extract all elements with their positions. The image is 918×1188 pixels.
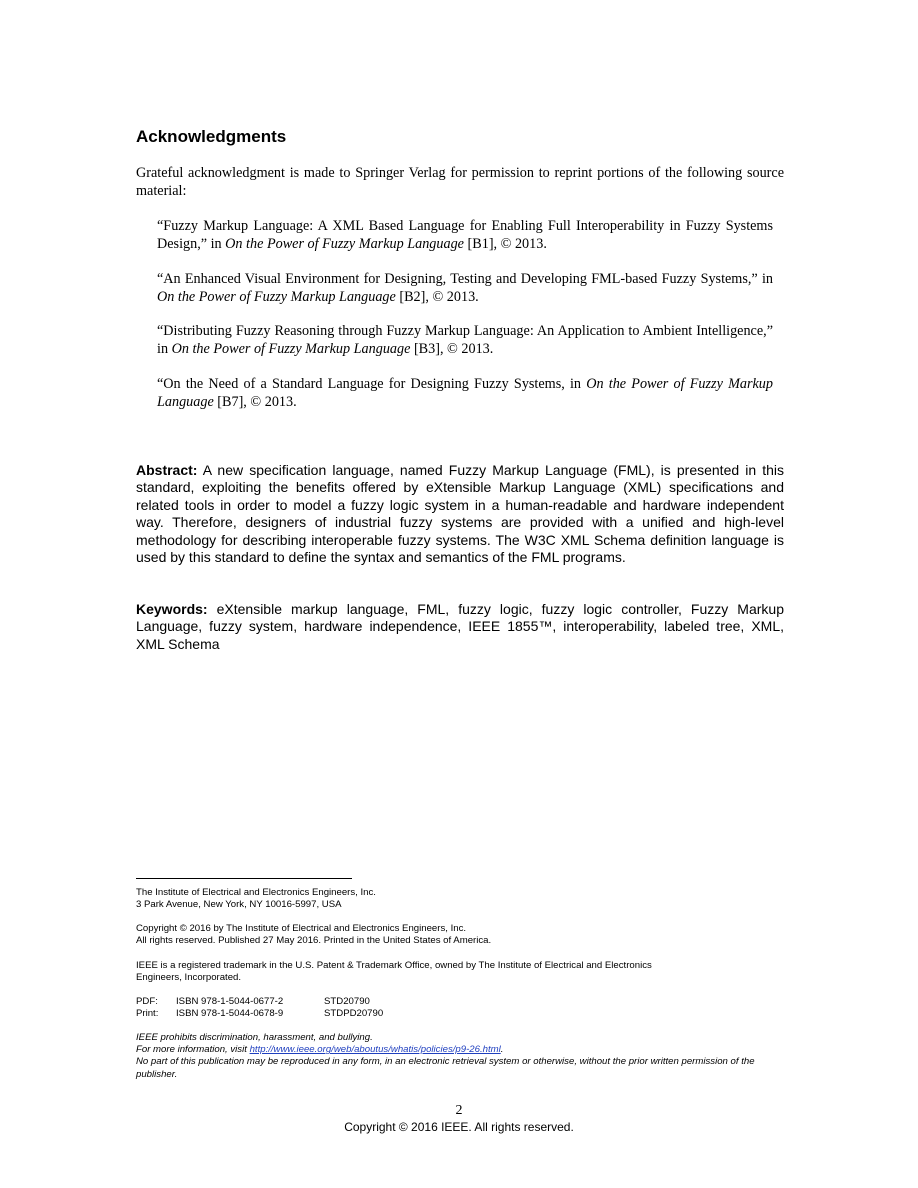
citation-book-title: On the Power of Fuzzy Markup Language bbox=[225, 236, 464, 252]
policy-notice bbox=[136, 1032, 791, 1081]
citation-book-title: On the Power of Fuzzy Markup Language bbox=[157, 376, 773, 410]
citation-suffix: [B2], © 2013. bbox=[395, 289, 479, 305]
isbn-pdf-code: STD20790 bbox=[324, 996, 370, 1007]
keywords-label: Keywords: bbox=[136, 601, 208, 617]
citation-suffix: [B3], © 2013. bbox=[410, 341, 494, 357]
isbn-print-format: Print: bbox=[136, 1008, 159, 1019]
policy-statement: IEEE prohibits discrimination, harassment, and bullying. bbox=[136, 1032, 373, 1043]
policy-more-info bbox=[136, 1044, 791, 1056]
keywords-text: eXtensible markup language, FML, fuzzy logic, fuzzy logic controller, Fuzzy Markup Language, fuzzy system, hardware independence, IEEE 1855™, interoperability, labeled tree, XML, XML Schema bbox=[136, 601, 784, 652]
publication-line: All rights reserved. Published 27 May 2016. Printed in the United States of America. bbox=[136, 935, 492, 947]
citation-suffix: [B1], © 2013. bbox=[463, 236, 547, 252]
abstract-paragraph bbox=[136, 462, 784, 566]
citation-suffix: [B7], © 2013. bbox=[213, 394, 297, 410]
isbn-pdf-format: PDF: bbox=[136, 996, 158, 1007]
citation-book-title: On the Power of Fuzzy Markup Language bbox=[157, 289, 396, 305]
reproduction-notice: No part of this publication may be reproduced in any form, in an electronic retrieval system or otherwise, without the prior written permission of the publisher. bbox=[136, 1056, 755, 1080]
policy-link[interactable]: http://www.ieee.org/web/aboutus/whatis/policies/p9-26.html bbox=[249, 1044, 501, 1056]
citation-text: “On the Need of a Standard Language for Designing Fuzzy Systems, in bbox=[157, 376, 587, 392]
policy-more-info-text: For more information, visit bbox=[136, 1044, 250, 1056]
copyright-notice bbox=[136, 923, 791, 947]
keywords-paragraph bbox=[136, 601, 784, 653]
isbn-print-code: STDPD20790 bbox=[324, 1008, 384, 1019]
citation-text: “An Enhanced Visual Environment for Designing, Testing and Developing FML-based Fuzzy Systems,” in bbox=[157, 271, 773, 287]
trademark-line: IEEE is a registered trademark in the U.S. Patent & Trademark Office, owned by The Institute of Electrical and Electronics bbox=[136, 960, 652, 971]
citation-3 bbox=[157, 322, 773, 358]
citation-text: “Distributing Fuzzy Reasoning through Fuzzy Markup Language: An Application to Ambient Intelligence,” in bbox=[157, 323, 773, 357]
trademark-line-cont: Engineers, Incorporated. bbox=[136, 972, 242, 984]
isbn-pdf-number: ISBN 978-1-5044-0677-2 bbox=[176, 996, 284, 1007]
copyright-line: Copyright © 2016 by The Institute of Electrical and Electronics Engineers, Inc. bbox=[136, 923, 467, 934]
page-number: 2 bbox=[455, 1103, 463, 1118]
publisher-street: 3 Park Avenue, New York, NY 10016-5997, USA bbox=[136, 899, 342, 911]
citation-book-title: On the Power of Fuzzy Markup Language bbox=[171, 341, 411, 357]
citation-1 bbox=[157, 217, 773, 253]
policy-period: . bbox=[500, 1044, 504, 1056]
acknowledgments-heading: Acknowledgments bbox=[136, 127, 287, 146]
citation-4 bbox=[157, 375, 773, 411]
abstract-label: Abstract: bbox=[136, 462, 198, 478]
footer-copyright: Copyright © 2016 IEEE. All rights reserved. bbox=[344, 1120, 574, 1134]
citation-2 bbox=[157, 270, 773, 306]
publisher-name: The Institute of Electrical and Electronics Engineers, Inc. bbox=[136, 887, 376, 898]
footnote-divider bbox=[136, 878, 352, 879]
isbn-print-number: ISBN 978-1-5044-0678-9 bbox=[176, 1008, 284, 1019]
acknowledgments-intro: Grateful acknowledgment is made to Springer Verlag for permission to reprint portions of the following source material: bbox=[136, 165, 784, 199]
abstract-text: A new specification language, named Fuzzy Markup Language (FML), is presented in this standard, exploiting the benefits offered by eXtensible Markup Language (XML) specifications and related tools in order to model a fuzzy logic system in a human-readable and hardware independent way. Therefore, designers of industrial fuzzy systems are provided with a unified and high-level methodology for describing interoperable fuzzy systems. The W3C XML Schema definition language is used by this standard to define the syntax and semantics of the FML programs. bbox=[136, 462, 784, 566]
trademark-notice bbox=[136, 960, 791, 984]
citation-text: “Fuzzy Markup Language: A XML Based Language for Enabling Full Interoperability in Fuzzy Systems Design,” in bbox=[157, 218, 773, 252]
publisher-address bbox=[136, 887, 791, 911]
